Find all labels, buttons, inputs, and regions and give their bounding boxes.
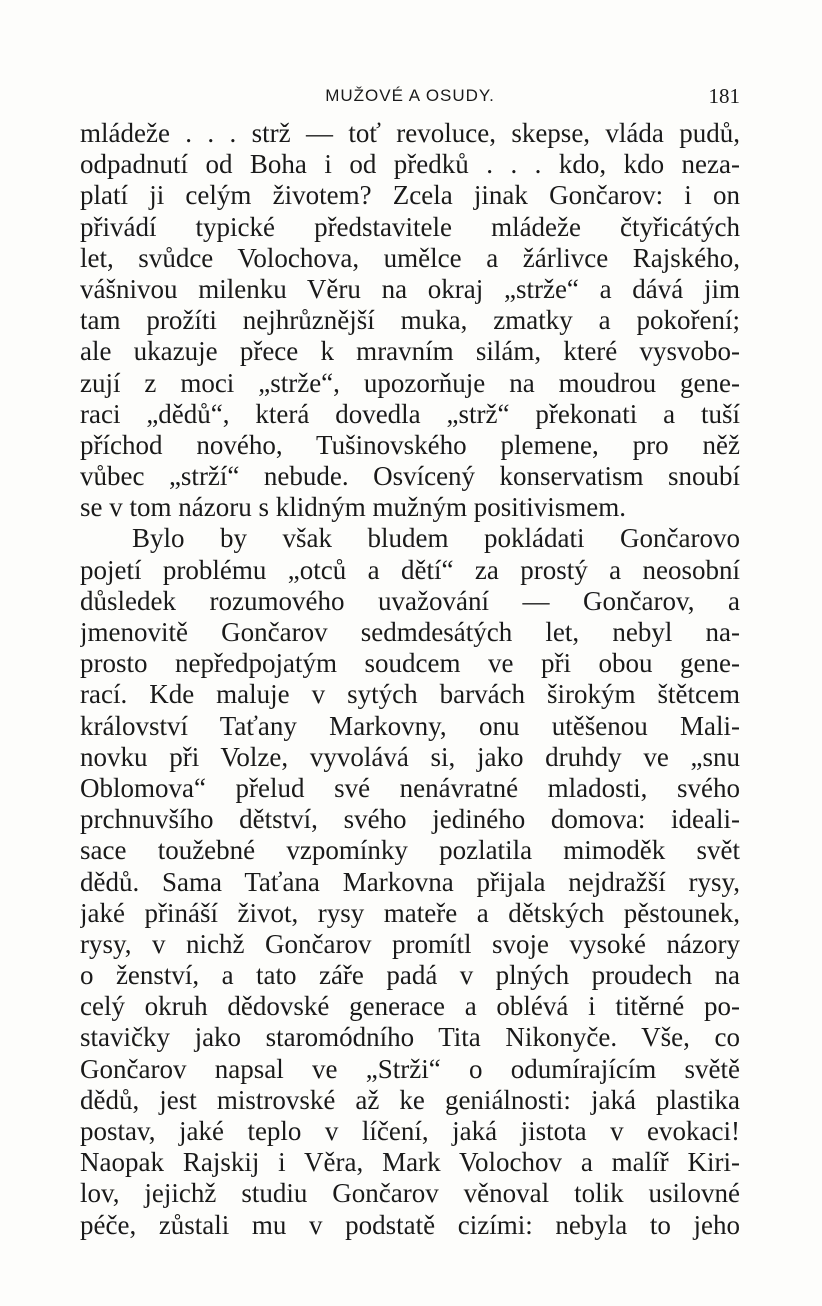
text-line: prosto nepředpojatým soudcem ve při obou gene- xyxy=(80,648,740,679)
text-line: lov, jejichž studiu Gončarov věnoval tolik usilovné xyxy=(80,1178,740,1209)
text-line: se v tom názoru s klidným mužným positivismem. xyxy=(80,492,626,523)
page-number: 181 xyxy=(708,84,740,108)
text-line: Naopak Rajskij i Věra, Mark Volochov a malíř Kiri- xyxy=(80,1147,740,1178)
running-head xyxy=(80,86,740,110)
text-line: platí ji celým životem? Zcela jinak Gončarov: i on xyxy=(80,180,740,211)
text-line: vášnivou milenku Věru na okraj „strže“ a dává jim xyxy=(80,273,740,304)
text-line: jmenovitě Gončarov sedmdesátých let, nebyl na- xyxy=(80,617,740,647)
text-line: Gončarov napsal ve „Strži“ o odumírajícím světě xyxy=(80,1053,740,1084)
text-line: dědů, jest mistrovské až ke geniálnosti: jaká plastika xyxy=(80,1084,740,1115)
text-line: Bylo by však bludem pokládati Gončarovo xyxy=(132,523,740,554)
text-line: království Taťany Markovny, onu utěšenou Mali- xyxy=(80,710,740,741)
body-text xyxy=(80,118,740,1241)
text-line: příchod nového, Tušinovského plemene, pro něž xyxy=(80,429,740,460)
text-line: odpadnutí od Boha i od předků . . . kdo, kdo neza- xyxy=(80,149,740,180)
running-title: MUŽOVÉ A OSUDY. xyxy=(325,86,495,105)
text-line: tam prožíti nejhrůznější muka, zmatky a pokoření; xyxy=(80,305,740,336)
text-line: stavičky jako staromódního Tita Nikonyče. Vše, co xyxy=(80,1022,740,1053)
text-line: sace toužebné vzpomínky pozlatila mimoděk svět xyxy=(80,835,740,866)
text-line: přivádí typické představitele mládeže čtyřicátých xyxy=(80,211,740,242)
text-line: raci „dědů“, která dovedla „strž“ překonati a tuší xyxy=(80,398,740,429)
text-line: pojetí problému „otců a dětí“ za prostý a neosobní xyxy=(80,554,740,585)
text-line: novku při Volze, vyvolává si, jako druhdy ve „snu xyxy=(80,741,740,772)
text-line: jaké přináší život, rysy mateře a dětských pěstounek, xyxy=(80,897,740,928)
text-line: let, svůdce Volochova, umělce a žárlivce Rajského, xyxy=(80,242,740,273)
text-line: mládeže . . . strž — toť revoluce, skepse, vláda pudů, xyxy=(80,118,740,148)
text-line: vůbec „strží“ nebude. Osvícený konservatism snoubí xyxy=(80,461,740,492)
text-line: ale ukazuje přece k mravním silám, které vysvobo- xyxy=(80,336,740,367)
text-line: postav, jaké teplo v líčení, jaká jistota v evokaci! xyxy=(80,1116,740,1146)
text-line: zují z moci „strže“, upozorňuje na moudrou gene- xyxy=(80,367,740,398)
text-line: dědů. Sama Taťana Markovna přijala nejdražší rysy, xyxy=(80,866,740,897)
text-line: celý okruh dědovské generace a oblévá i titěrné po- xyxy=(80,991,740,1022)
text-line: o ženství, a tato záře padá v plných proudech na xyxy=(80,960,740,991)
text-line: rysy, v nichž Gončarov promítl svoje vysoké názory xyxy=(80,928,740,959)
text-line: rací. Kde maluje v sytých barvách širokým štětcem xyxy=(80,679,740,710)
text-line: péče, zůstali mu v podstatě cizími: nebyla to jeho xyxy=(80,1209,740,1240)
text-line: Oblomova“ přelud své nenávratné mladosti, svého xyxy=(80,772,740,803)
text-line: prchnuvšího dětství, svého jediného domova: ideali- xyxy=(80,804,740,835)
text-line: důsledek rozumového uvažování — Gončarov, a xyxy=(80,585,740,616)
